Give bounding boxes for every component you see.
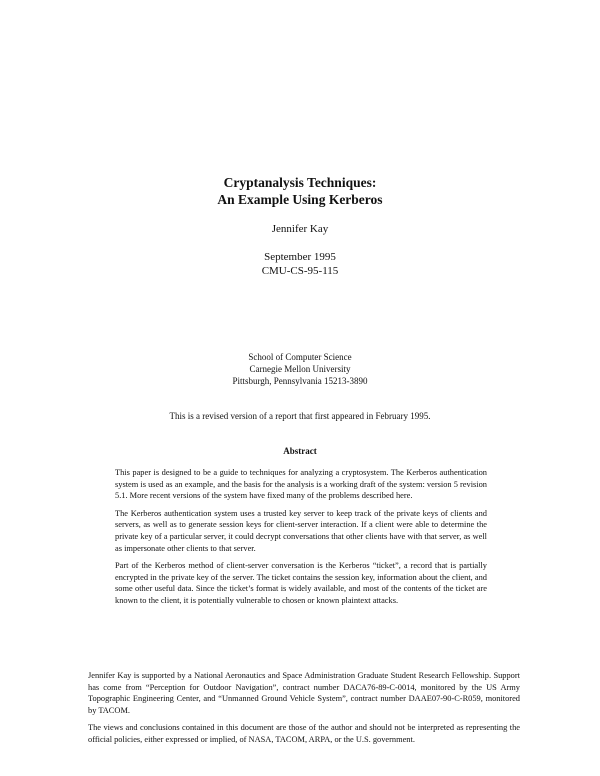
affiliation (0, 351, 600, 387)
abstract-paragraph: Part of the Kerberos method of client-server conversation is the Kerberos “ticket”, a record that is partially encrypted in the private key of the server. The ticket contains the session key, information about the client, and some other useful data. Since the ticket’s format is widely available, and most of the contents of the ticket are known to the client, it is potentially vulnerable to chosen or known plaintext attacks. (115, 561, 487, 605)
footnotes (88, 670, 520, 752)
date-block (0, 250, 600, 278)
affiliation-university: Carnegie Mellon University (249, 364, 351, 374)
author-name: Jennifer Kay (271, 223, 329, 235)
revision-note: This is a revised version of a report that first appeared in February 1995. (169, 411, 431, 421)
abstract-paragraph: The Kerberos authentication system uses a trusted key server to keep track of the private keys of clients and servers, as well as to generate session keys for client-server interaction. If a client were able to determine the private key of a particular server, it could decrypt conversations that other clients have with that server, as well as impersonate other clients to that server. (115, 508, 487, 553)
abstract-body (115, 467, 487, 613)
affiliation-school: School of Computer Science (248, 352, 352, 362)
funding-note: Jennifer Kay is supported by a National Aeronautics and Space Administration Graduate Student Research Fellowship. Support has come from “Perception for Outdoor Navigation”, contract number DACA76-89-C-0014, monitored by the US Army Topographic Engineering Center, and “Unmanned Ground Vehicle System”, contract number DAAE07-90-C-R059, monitored by TACOM. (88, 671, 520, 715)
abstract-paragraph: This paper is designed to be a guide to techniques for analyzing a cryptosystem. The Kerberos authentication system is used as an example, and the basis for the analysis is a working draft of the system: version 5 revision 5.1. More recent versions of the system have fixed many of the problems described here. (115, 468, 487, 501)
disclaimer-note: The views and conclusions contained in this document are those of the author and should not be interpreted as representing the official policies, either expressed or implied, of NASA, TACOM, ARPA, or the U.S. government. (88, 723, 520, 744)
paper-title (0, 174, 600, 208)
title-line-1: Cryptanalysis Techniques: (223, 175, 377, 190)
report-number: CMU-CS-95-115 (261, 265, 339, 277)
abstract-heading: Abstract (283, 446, 317, 456)
affiliation-address: Pittsburgh, Pennsylvania 15213-3890 (232, 376, 368, 386)
title-line-2: An Example Using Kerberos (217, 192, 383, 207)
publication-date: September 1995 (264, 251, 336, 263)
